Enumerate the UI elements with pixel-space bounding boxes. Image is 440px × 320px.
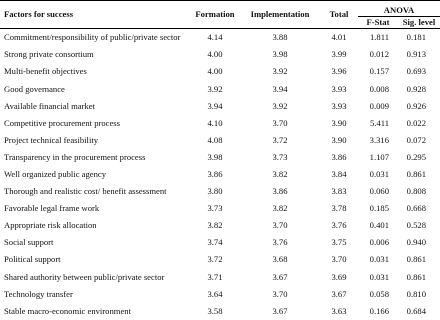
cell-factor: Shared authority between public/private sector: [4, 271, 165, 282]
cell-total: 3.63: [331, 305, 347, 316]
table-row: [0, 303, 440, 320]
cell-formation: 4.14: [207, 32, 223, 43]
cell-implementation: 3.70: [272, 117, 288, 128]
header-anova: ANOVA: [358, 1, 440, 17]
cell-sig-level: 0.528: [406, 220, 426, 231]
cell-sig-level: 0.926: [406, 100, 426, 111]
cell-implementation: 3.70: [272, 220, 288, 231]
table-header: [0, 1, 440, 29]
cell-implementation: 3.73: [272, 151, 288, 162]
cell-factor: Competitive procurement process: [4, 117, 120, 128]
cell-total: 3.99: [331, 49, 347, 60]
cell-formation: 3.71: [207, 271, 223, 282]
cell-factor: Good governance: [4, 83, 65, 94]
cell-factor: Well organized public agency: [4, 169, 106, 179]
cell-formation: 4.10: [207, 117, 223, 128]
cell-factor: Political support: [4, 254, 61, 265]
cell-sig-level: 0.693: [406, 66, 426, 77]
cell-fstat: 0.401: [369, 220, 389, 231]
cell-factor: Thorough and realistic cost/ benefit assessment: [4, 186, 167, 197]
header-formation: Formation: [190, 1, 240, 29]
cell-formation: 4.00: [207, 49, 223, 60]
cell-factor: Available financial market: [4, 100, 95, 111]
table-row: [0, 285, 440, 302]
table-row: [0, 80, 440, 97]
cell-fstat: 0.058: [369, 288, 389, 299]
cell-fstat: 0.006: [369, 237, 389, 248]
cell-sig-level: 0.181: [406, 32, 426, 43]
cell-fstat: 0.012: [369, 49, 389, 60]
cell-sig-level: 0.072: [406, 134, 426, 145]
cell-implementation: 3.67: [272, 305, 288, 316]
table-row: [0, 63, 440, 80]
cell-fstat: 0.009: [369, 100, 389, 111]
cell-implementation: 3.70: [272, 288, 288, 299]
cell-sig-level: 0.022: [406, 117, 426, 128]
table-row: [0, 132, 440, 149]
cell-formation: 3.86: [207, 169, 223, 179]
cell-sig-level: 0.861: [406, 169, 426, 179]
cell-formation: 4.00: [207, 66, 223, 77]
cell-formation: 3.73: [207, 203, 223, 214]
table-row: [0, 114, 440, 131]
cell-fstat: 1.107: [369, 151, 389, 162]
table-row: [0, 29, 440, 47]
cell-sig-level: 0.808: [406, 186, 426, 197]
cell-factor: Technology transfer: [4, 288, 73, 299]
cell-sig-level: 0.928: [406, 83, 426, 94]
cell-total: 4.01: [331, 32, 347, 43]
cell-fstat: 0.166: [369, 305, 389, 316]
cell-factor: Strong private consortium: [4, 49, 94, 60]
cell-fstat: 5.411: [369, 117, 389, 128]
cell-fstat: 0.031: [369, 254, 389, 265]
table-row: [0, 217, 440, 234]
cell-total: 3.84: [331, 169, 347, 179]
cell-implementation: 3.94: [272, 83, 288, 94]
cell-total: 3.78: [331, 203, 347, 214]
cell-factor: Favorable legal frame work: [4, 203, 100, 214]
cell-fstat: 0.031: [369, 271, 389, 282]
cell-total: 3.93: [331, 100, 347, 111]
cell-sig-level: 0.668: [406, 203, 426, 214]
cell-formation: 4.08: [207, 134, 223, 145]
cell-implementation: 3.86: [272, 186, 288, 197]
cell-total: 3.83: [331, 186, 347, 197]
cell-fstat: 3.316: [369, 134, 389, 145]
table-row: [0, 200, 440, 217]
cell-implementation: 3.92: [272, 100, 288, 111]
cell-implementation: 3.76: [272, 237, 288, 248]
cell-total: 3.86: [331, 151, 347, 162]
cell-formation: 3.82: [207, 220, 223, 231]
cell-sig-level: 0.295: [406, 151, 426, 162]
cell-factor: Multi-benefit objectives: [4, 66, 87, 77]
cell-total: 3.67: [331, 288, 347, 299]
cell-sig-level: 0.684: [406, 305, 426, 316]
cell-total: 3.76: [331, 220, 347, 231]
cell-sig-level: 0.940: [406, 237, 426, 248]
header-sig-level: Sig. level: [398, 17, 440, 29]
cell-formation: 3.64: [207, 288, 223, 299]
cell-implementation: 3.98: [272, 49, 288, 60]
cell-implementation: 3.72: [272, 134, 288, 145]
cell-formation: 3.98: [207, 151, 223, 162]
header-total: Total: [320, 1, 358, 29]
table-row: [0, 183, 440, 200]
cell-formation: 3.92: [207, 83, 223, 94]
cell-fstat: 0.185: [369, 203, 389, 214]
cell-implementation: 3.82: [272, 169, 288, 179]
cell-total: 3.96: [331, 66, 347, 77]
cell-implementation: 3.82: [272, 203, 288, 214]
header-row-top: [0, 1, 440, 17]
cell-total: 3.93: [331, 83, 347, 94]
table-row: [0, 166, 440, 183]
cell-factor: Project technical feasibility: [4, 134, 99, 145]
cell-formation: 3.58: [207, 305, 223, 316]
cell-formation: 3.80: [207, 186, 223, 197]
cell-implementation: 3.88: [272, 32, 288, 43]
cell-implementation: 3.92: [272, 66, 288, 77]
cell-total: 3.69: [331, 271, 347, 282]
cell-fstat: 0.157: [369, 66, 389, 77]
cell-sig-level: 0.861: [406, 271, 426, 282]
table-body: [0, 29, 440, 320]
cell-implementation: 3.67: [272, 271, 288, 282]
cell-factor: Commitment/responsibility of public/private sector: [4, 32, 181, 43]
cell-fstat: 1.811: [369, 32, 389, 43]
cell-sig-level: 0.913: [406, 49, 426, 60]
cell-fstat: 0.031: [369, 169, 389, 179]
table-row: [0, 234, 440, 251]
table-row: [0, 46, 440, 63]
cell-formation: 3.74: [207, 237, 223, 248]
cell-total: 3.70: [331, 254, 347, 265]
cell-factor: Stable macro-economic environment: [4, 305, 131, 316]
header-factor: Factors for success: [0, 1, 190, 29]
table-row: [0, 149, 440, 166]
header-implementation: Implementation: [240, 1, 320, 29]
cell-total: 3.75: [331, 237, 347, 248]
cell-sig-level: 0.810: [406, 288, 426, 299]
header-fstat: F-Stat: [358, 17, 398, 29]
cell-sig-level: 0.861: [406, 254, 426, 265]
cell-formation: 3.94: [207, 100, 223, 111]
cell-fstat: 0.060: [369, 186, 389, 197]
cell-factor: Transparency in the procurement process: [4, 151, 146, 162]
cell-implementation: 3.68: [272, 254, 288, 265]
cell-total: 3.90: [331, 117, 347, 128]
table-row: [0, 251, 440, 268]
cell-formation: 3.72: [207, 254, 223, 265]
table-row: [0, 268, 440, 285]
cell-total: 3.90: [331, 134, 347, 145]
table-row: [0, 97, 440, 114]
cell-fstat: 0.008: [369, 83, 389, 94]
cell-factor: Appropriate risk allocation: [4, 220, 97, 231]
cell-factor: Social support: [4, 237, 54, 248]
